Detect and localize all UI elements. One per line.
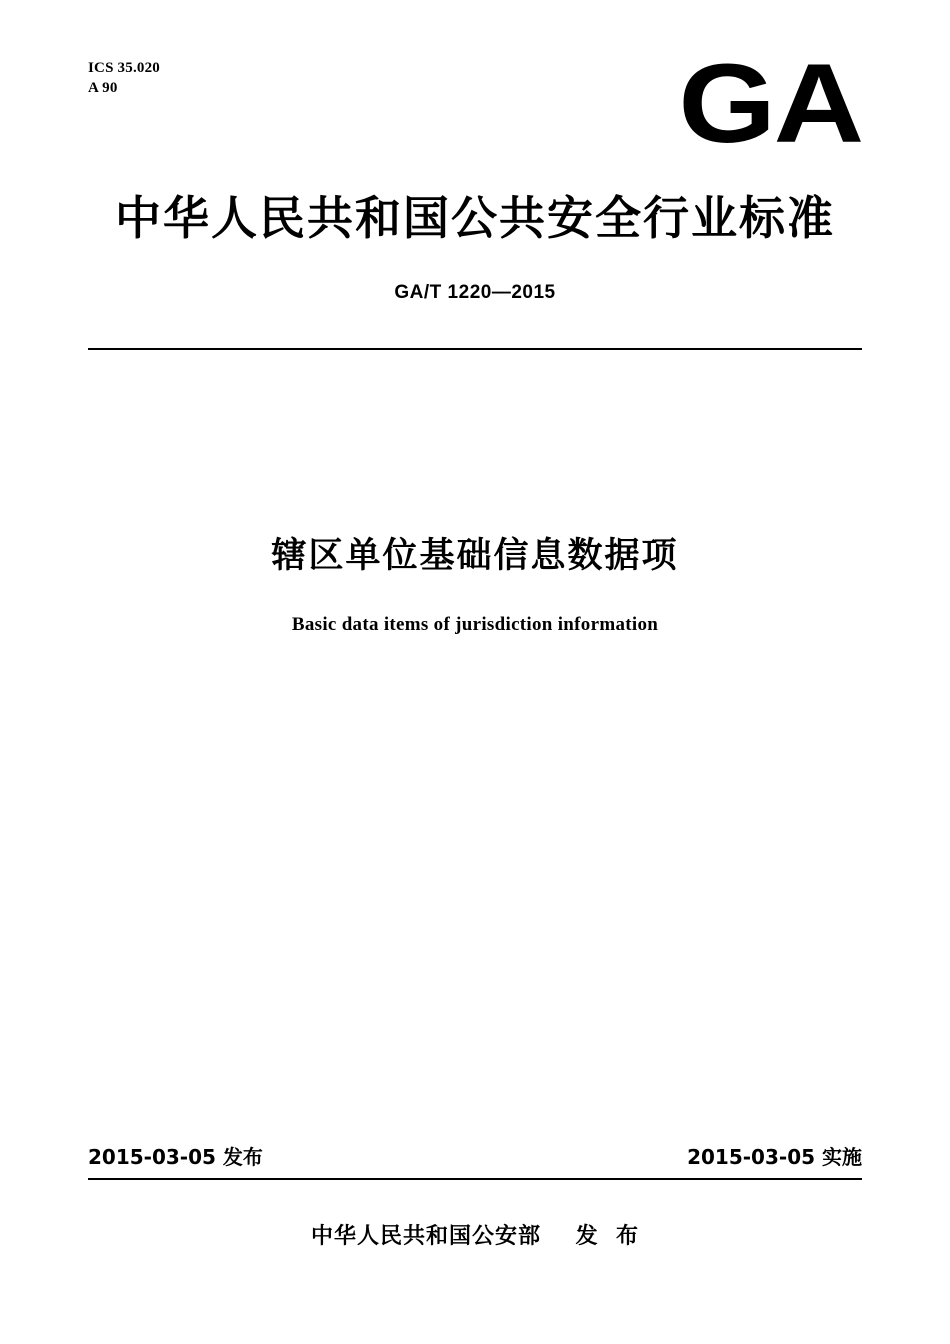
footer-divider: [88, 1178, 862, 1180]
issuing-authority: 中华人民共和国公安部 发 布: [311, 1224, 639, 1249]
standard-number: GA/T 1220—2015: [394, 282, 556, 303]
header-divider: [88, 348, 862, 350]
document-title-chinese: 辖区单位基础信息数据项: [271, 536, 679, 576]
footer-dates: [88, 1141, 862, 1170]
document-title-english: Basic data items of jurisdiction information: [291, 614, 659, 635]
ics-category-code: A 90: [88, 80, 118, 97]
ga-logo: GA: [678, 41, 862, 166]
effective-date: 2015-03-05 实施: [687, 1145, 862, 1169]
ics-classification-block: [88, 58, 160, 99]
ics-code: ICS 35.020: [88, 60, 161, 76]
issue-date: 2015-03-05 发布: [88, 1145, 263, 1169]
organization-title: 中华人民共和国公共安全行业标准: [115, 191, 835, 245]
